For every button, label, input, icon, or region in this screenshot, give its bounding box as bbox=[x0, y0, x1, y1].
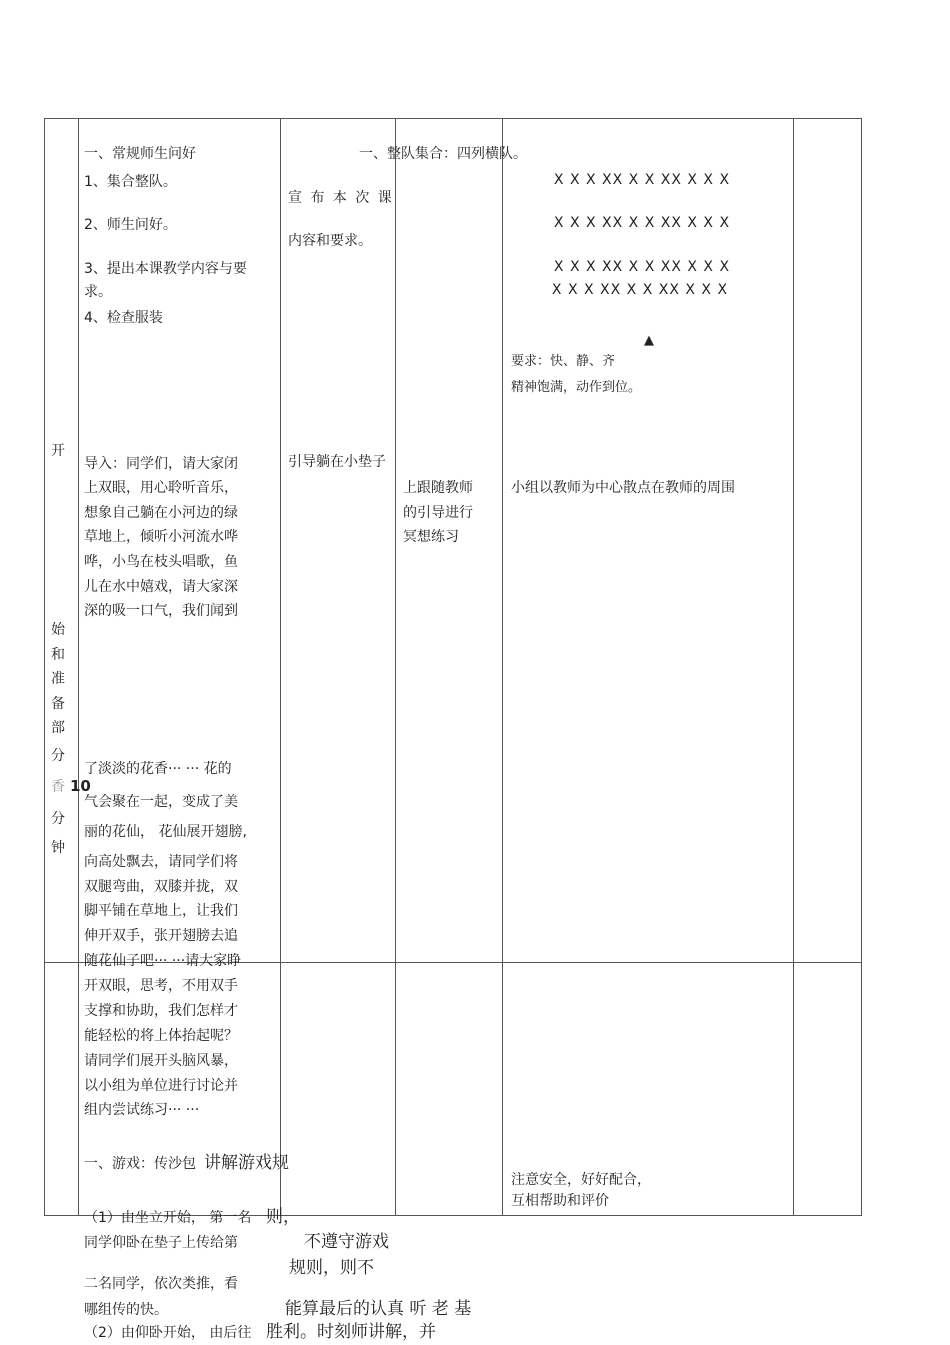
intro-line: 了淡淡的花香··· ··· 花的 bbox=[84, 761, 232, 777]
routine-item: 求。 bbox=[84, 284, 112, 300]
intro-line: 儿在水中嬉戏，请大家深 bbox=[84, 579, 238, 595]
intro-line: 向高处飘去，请同学们将 bbox=[84, 854, 238, 870]
routine-heading: 一、常规师生问好 bbox=[84, 146, 196, 162]
intro-line: 气会聚在一起，变成了美 bbox=[84, 794, 238, 810]
section-label-char: 钟 bbox=[51, 840, 65, 856]
column-divider-3 bbox=[395, 118, 396, 1216]
column-divider-5 bbox=[793, 118, 794, 1216]
routine-item: 4、检查服装 bbox=[84, 310, 163, 326]
intro-line: 请同学们展开头脑风暴， bbox=[84, 1053, 238, 1069]
section-label-char: 分 bbox=[51, 748, 65, 764]
intro-line: 组内尝试练习··· ··· bbox=[84, 1102, 200, 1118]
column-divider-4 bbox=[502, 118, 503, 1216]
intro-line: 能轻松的将上体抬起呢？ bbox=[84, 1028, 238, 1044]
victory-line: 胜利。时刻师讲解，并 bbox=[266, 1322, 436, 1342]
cannot-count: 能算最后的认真 听 老 基 bbox=[285, 1299, 472, 1319]
section-label-char: 开 bbox=[51, 443, 65, 459]
section-label-char: 部 bbox=[51, 720, 65, 736]
table-left-border bbox=[44, 118, 45, 1216]
column-divider-2 bbox=[280, 118, 281, 1216]
intro-line: 以小组为单位进行讨论并 bbox=[84, 1078, 238, 1094]
safety-note: 注意安全，好好配合， bbox=[511, 1172, 651, 1188]
game-step: （2）由仰卧开始， 由后往 bbox=[84, 1325, 252, 1341]
game-step: 同学仰卧在垫子上传给第 bbox=[84, 1235, 238, 1251]
follow-line: 上跟随教师 bbox=[403, 480, 473, 496]
intro-line: 丽的花仙， 花仙展开翅膀, bbox=[84, 824, 247, 840]
intro-line: 开双眼，思考，不用双手 bbox=[84, 978, 238, 994]
section-label-char: 和 bbox=[51, 647, 65, 663]
section-label-char: 准 bbox=[51, 671, 65, 687]
formation-row: X X X XX X X XX X X X bbox=[551, 282, 729, 298]
routine-item: 3、提出本课教学内容与要 bbox=[84, 261, 247, 277]
rule-consequence: 规则，则不 bbox=[289, 1258, 374, 1278]
game-heading: 一、游戏：传沙包 bbox=[84, 1156, 196, 1172]
formation-row: X X X XX X X XX X X X bbox=[553, 215, 731, 231]
game-step: 二名同学，依次类推，看 bbox=[84, 1276, 238, 1292]
requirement-line: 要求：快、静、齐 bbox=[511, 354, 616, 369]
section-label-overlap-char: 香 bbox=[51, 779, 65, 795]
intro-line: 上双眼，用心聆听音乐， bbox=[84, 480, 238, 496]
requirement-line: 精神饱满，动作到位。 bbox=[511, 380, 642, 395]
routine-item: 2、师生问好。 bbox=[84, 217, 177, 233]
safety-note: 互相帮助和评价 bbox=[511, 1193, 609, 1209]
table-top-border bbox=[44, 118, 862, 119]
section-label-char: 分 bbox=[51, 811, 65, 827]
intro-line: 深的吸一口气，我们闻到 bbox=[84, 603, 238, 619]
section-label-char: 备 bbox=[51, 696, 65, 712]
formation-row: X X X XX X X XX X X X bbox=[553, 172, 731, 188]
routine-item: 1、集合整队。 bbox=[84, 174, 177, 190]
table-right-border bbox=[861, 118, 862, 1216]
follow-line: 的引导进行 bbox=[403, 505, 473, 521]
intro-line: 哗，小鸟在枝头唱歌，鱼 bbox=[84, 554, 238, 570]
formation-header: 一、整队集合：四列横队。 bbox=[359, 146, 527, 162]
column-divider-1 bbox=[78, 118, 79, 1216]
teacher-position-icon: ▲ bbox=[644, 333, 654, 348]
section-duration-minutes: 10 bbox=[70, 777, 91, 795]
announce-line: 内容和要求。 bbox=[288, 233, 372, 249]
intro-line: 支撑和协助，我们怎样才 bbox=[84, 1003, 238, 1019]
group-scatter-note: 小组以教师为中心散点在教师的周围 bbox=[511, 480, 735, 496]
follow-line: 冥想练习 bbox=[403, 529, 459, 545]
formation-row: X X X XX X X XX X X X bbox=[553, 259, 731, 275]
intro-line: 导入：同学们，请大家闭 bbox=[84, 456, 238, 472]
intro-line: 想象自己躺在小河边的绿 bbox=[84, 505, 238, 521]
intro-line: 随花仙子吧··· ···请大家睁 bbox=[84, 953, 242, 969]
no-follow-rules: 不遵守游戏 bbox=[304, 1232, 389, 1252]
section-label-char: 始 bbox=[51, 622, 65, 638]
rule-then: 则， bbox=[266, 1207, 300, 1227]
announce-line: 宣 布 本 次 课 bbox=[288, 190, 394, 206]
guide-instruction: 引导躺在小垫子 bbox=[288, 454, 386, 470]
intro-line: 双腿弯曲，双膝并拢，双 bbox=[84, 879, 238, 895]
game-step: 哪组传的快。 bbox=[84, 1302, 168, 1318]
intro-line: 伸开双手，张开翅膀去追 bbox=[84, 928, 238, 944]
explain-rules: 讲解游戏规 bbox=[204, 1153, 289, 1173]
game-step: （1）由坐立开始， 第一名 bbox=[84, 1210, 252, 1226]
intro-line: 脚平铺在草地上，让我们 bbox=[84, 903, 238, 919]
intro-line: 草地上，倾听小河流水哗 bbox=[84, 529, 238, 545]
